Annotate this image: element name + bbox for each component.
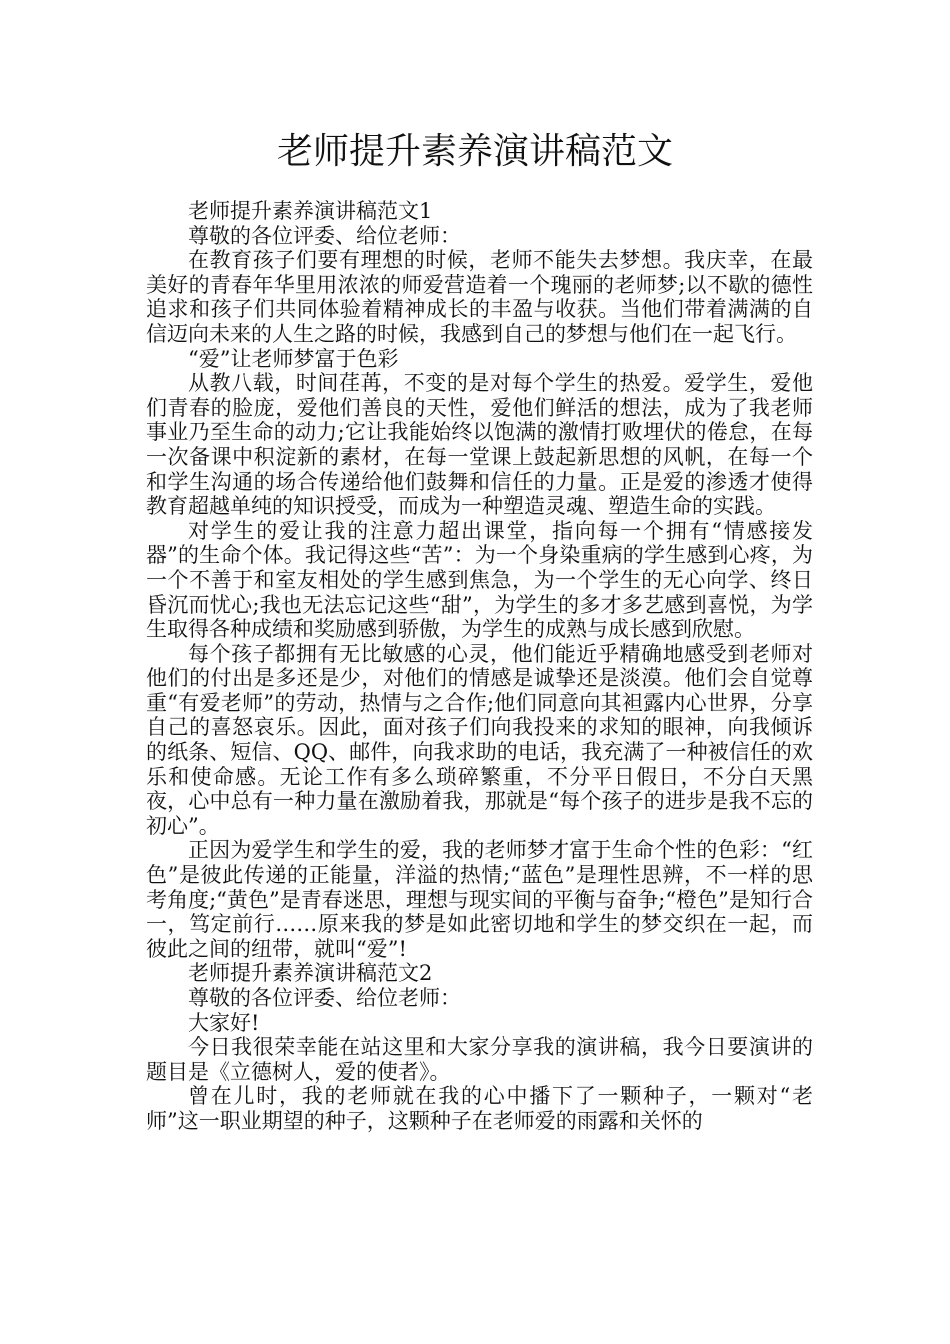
paragraph: 对学生的爱让我的注意力超出课堂，指向每一个拥有“情感接发器”的生命个体。我记得这些“苦”：为一个身染重病的学生感到心疼，为一个不善于和室友相处的学生感到焦急，为一个学生的无心向学、终日昏沉而忧心;我也无法忘记这些“甜”，为学生的多才多艺感到喜悦，为学生取得各种成绩和奖励感到骄傲，为学生的成熟与成长感到欣慰。 <box>146 518 813 642</box>
paragraph: 曾在儿时，我的老师就在我的心中播下了一颗种子，一颗对“老师”这一职业期望的种子，这颗种子在老师爱的雨露和关怀的 <box>146 1084 813 1133</box>
paragraph: 正因为爱学生和学生的爱，我的老师梦才富于生命个性的色彩：“红色”是彼此传递的正能量，洋溢的热情;“蓝色”是理性思辨，不一样的思考角度;“黄色”是青春迷思，理想与现实间的平衡与奋争;“橙色”是知行合一，笃定前行……原来我的梦是如此密切地和学生的梦交织在一起，而彼此之间的纽带，就叫“爱”! <box>146 838 813 961</box>
paragraph: 从教八载，时间荏苒，不变的是对每个学生的热爱。爱学生，爱他们青春的脸庞，爱他们善良的天性，爱他们鲜活的想法，成为了我老师事业乃至生命的动力;它让我能始终以饱满的激情打败埋伏的倦怠，在每一次备课中积淀新的素材，在每一堂课上鼓起新思想的风帆，在每一个和学生沟通的场合传递给他们鼓舞和信任的力量。正是爱的渗透才使得教育超越单纯的知识授受，而成为一种塑造灵魂、塑造生命的实践。 <box>146 371 813 519</box>
greeting: 大家好! <box>188 1010 260 1035</box>
document-title: 老师提升素养演讲稿范文 <box>276 131 673 172</box>
document-body <box>146 199 813 1134</box>
subheading: “爱”让老师梦富于色彩 <box>188 346 399 371</box>
section-heading-2: 老师提升素养演讲稿范文2 <box>188 961 433 986</box>
paragraph: 每个孩子都拥有无比敏感的心灵，他们能近乎精确地感受到老师对他们的付出是多还是少，对他们的情感是诚挚还是淡漠。他们会自觉尊重“有爱老师”的劳动，热情与之合作;他们同意向其袒露内心世界，分享自己的喜怒哀乐。因此，面对孩子们向我投来的求知的眼神，向我倾诉的纸条、短信、QQ、邮件，向我求助的电话，我充满了一种被信任的欢乐和使命感。无论工作有多么琐碎繁重，不分平日假日，不分白天黑夜，心中总有一种力量在激励着我，那就是“每个孩子的进步是我不忘的初心”。 <box>146 641 813 838</box>
paragraph: 在教育孩子们要有理想的时候，老师不能失去梦想。我庆幸，在最美好的青春年华里用浓浓的师爱营造着一个瑰丽的老师梦;以不歇的德性追求和孩子们共同体验着精神成长的丰盈与收获。当他们带着满满的自信迈向未来的人生之路的时候，我感到自己的梦想与他们在一起飞行。 <box>146 248 813 346</box>
paragraph: 今日我很荣幸能在站这里和大家分享我的演讲稿，我今日要演讲的题目是《立德树人，爱的使者》。 <box>146 1035 813 1084</box>
salutation: 尊敬的各位评委、给位老师： <box>188 223 461 248</box>
section-heading-1: 老师提升素养演讲稿范文1 <box>188 199 433 223</box>
salutation: 尊敬的各位评委、给位老师： <box>188 986 461 1010</box>
